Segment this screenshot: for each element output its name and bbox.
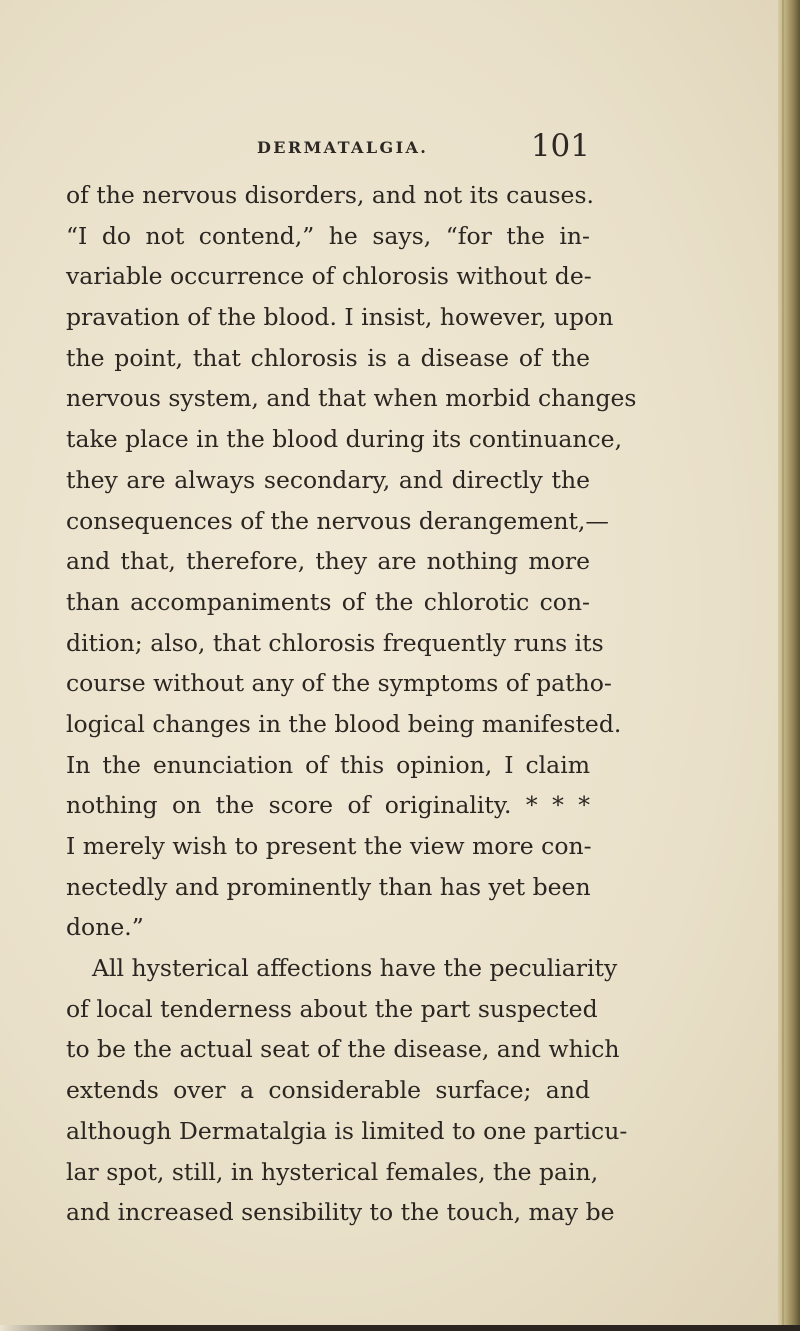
text-line: done.” xyxy=(66,913,144,942)
text-line: lar spot, still, in hysterical females, the pain, xyxy=(66,1157,599,1186)
text-line: pravation of the blood. I insist, however, upon xyxy=(66,303,614,332)
text-line: consequences of the nervous derangement,— xyxy=(66,506,609,535)
body-text xyxy=(66,175,637,1233)
page-number: 101 xyxy=(530,128,590,164)
text-line: and that, therefore, they are nothing more xyxy=(66,547,590,576)
text-line: “I do not contend,” he says, “for the in- xyxy=(66,221,590,250)
text-line: In the enunciation of this opinion, I claim xyxy=(66,750,590,779)
text-line: course without any of the symptoms of patho- xyxy=(66,669,612,698)
text-line: logical changes in the blood being manifested. xyxy=(66,709,622,738)
running-title: DERMATALGIA. xyxy=(257,138,429,157)
text-line: I merely wish to present the view more con- xyxy=(66,832,592,860)
text-line: extends over a considerable surface; and xyxy=(66,1076,590,1105)
page-header xyxy=(66,128,590,168)
text-line: take place in the blood during its continuance, xyxy=(66,425,623,454)
text-line: nothing on the score of originality. * * * xyxy=(66,791,590,820)
text-line: and increased sensibility to the touch, may be xyxy=(66,1198,615,1227)
page-bottom-edge xyxy=(0,1325,800,1331)
text-line: nectedly and prominently than has yet been xyxy=(66,872,591,901)
paragraph-first-line: All hysterical affections have the peculiarity xyxy=(92,954,618,983)
book-binding-edge xyxy=(778,0,800,1331)
text-line: although Dermatalgia is limited to one particu- xyxy=(66,1116,628,1145)
text-line: of the nervous disorders, and not its causes. xyxy=(66,181,594,209)
text-line: to be the actual seat of the disease, and which xyxy=(66,1035,620,1064)
text-line: of local tenderness about the part suspected xyxy=(66,994,598,1023)
text-line: dition; also, that chlorosis frequently runs its xyxy=(66,628,604,657)
text-line: nervous system, and that when morbid changes xyxy=(66,384,637,413)
text-line: the point, that chlorosis is a disease of the xyxy=(66,343,590,372)
text-line: variable occurrence of chlorosis without de- xyxy=(66,262,592,291)
text-line: they are always secondary, and directly the xyxy=(66,465,590,494)
text-line: than accompaniments of the chlorotic con- xyxy=(66,587,590,616)
